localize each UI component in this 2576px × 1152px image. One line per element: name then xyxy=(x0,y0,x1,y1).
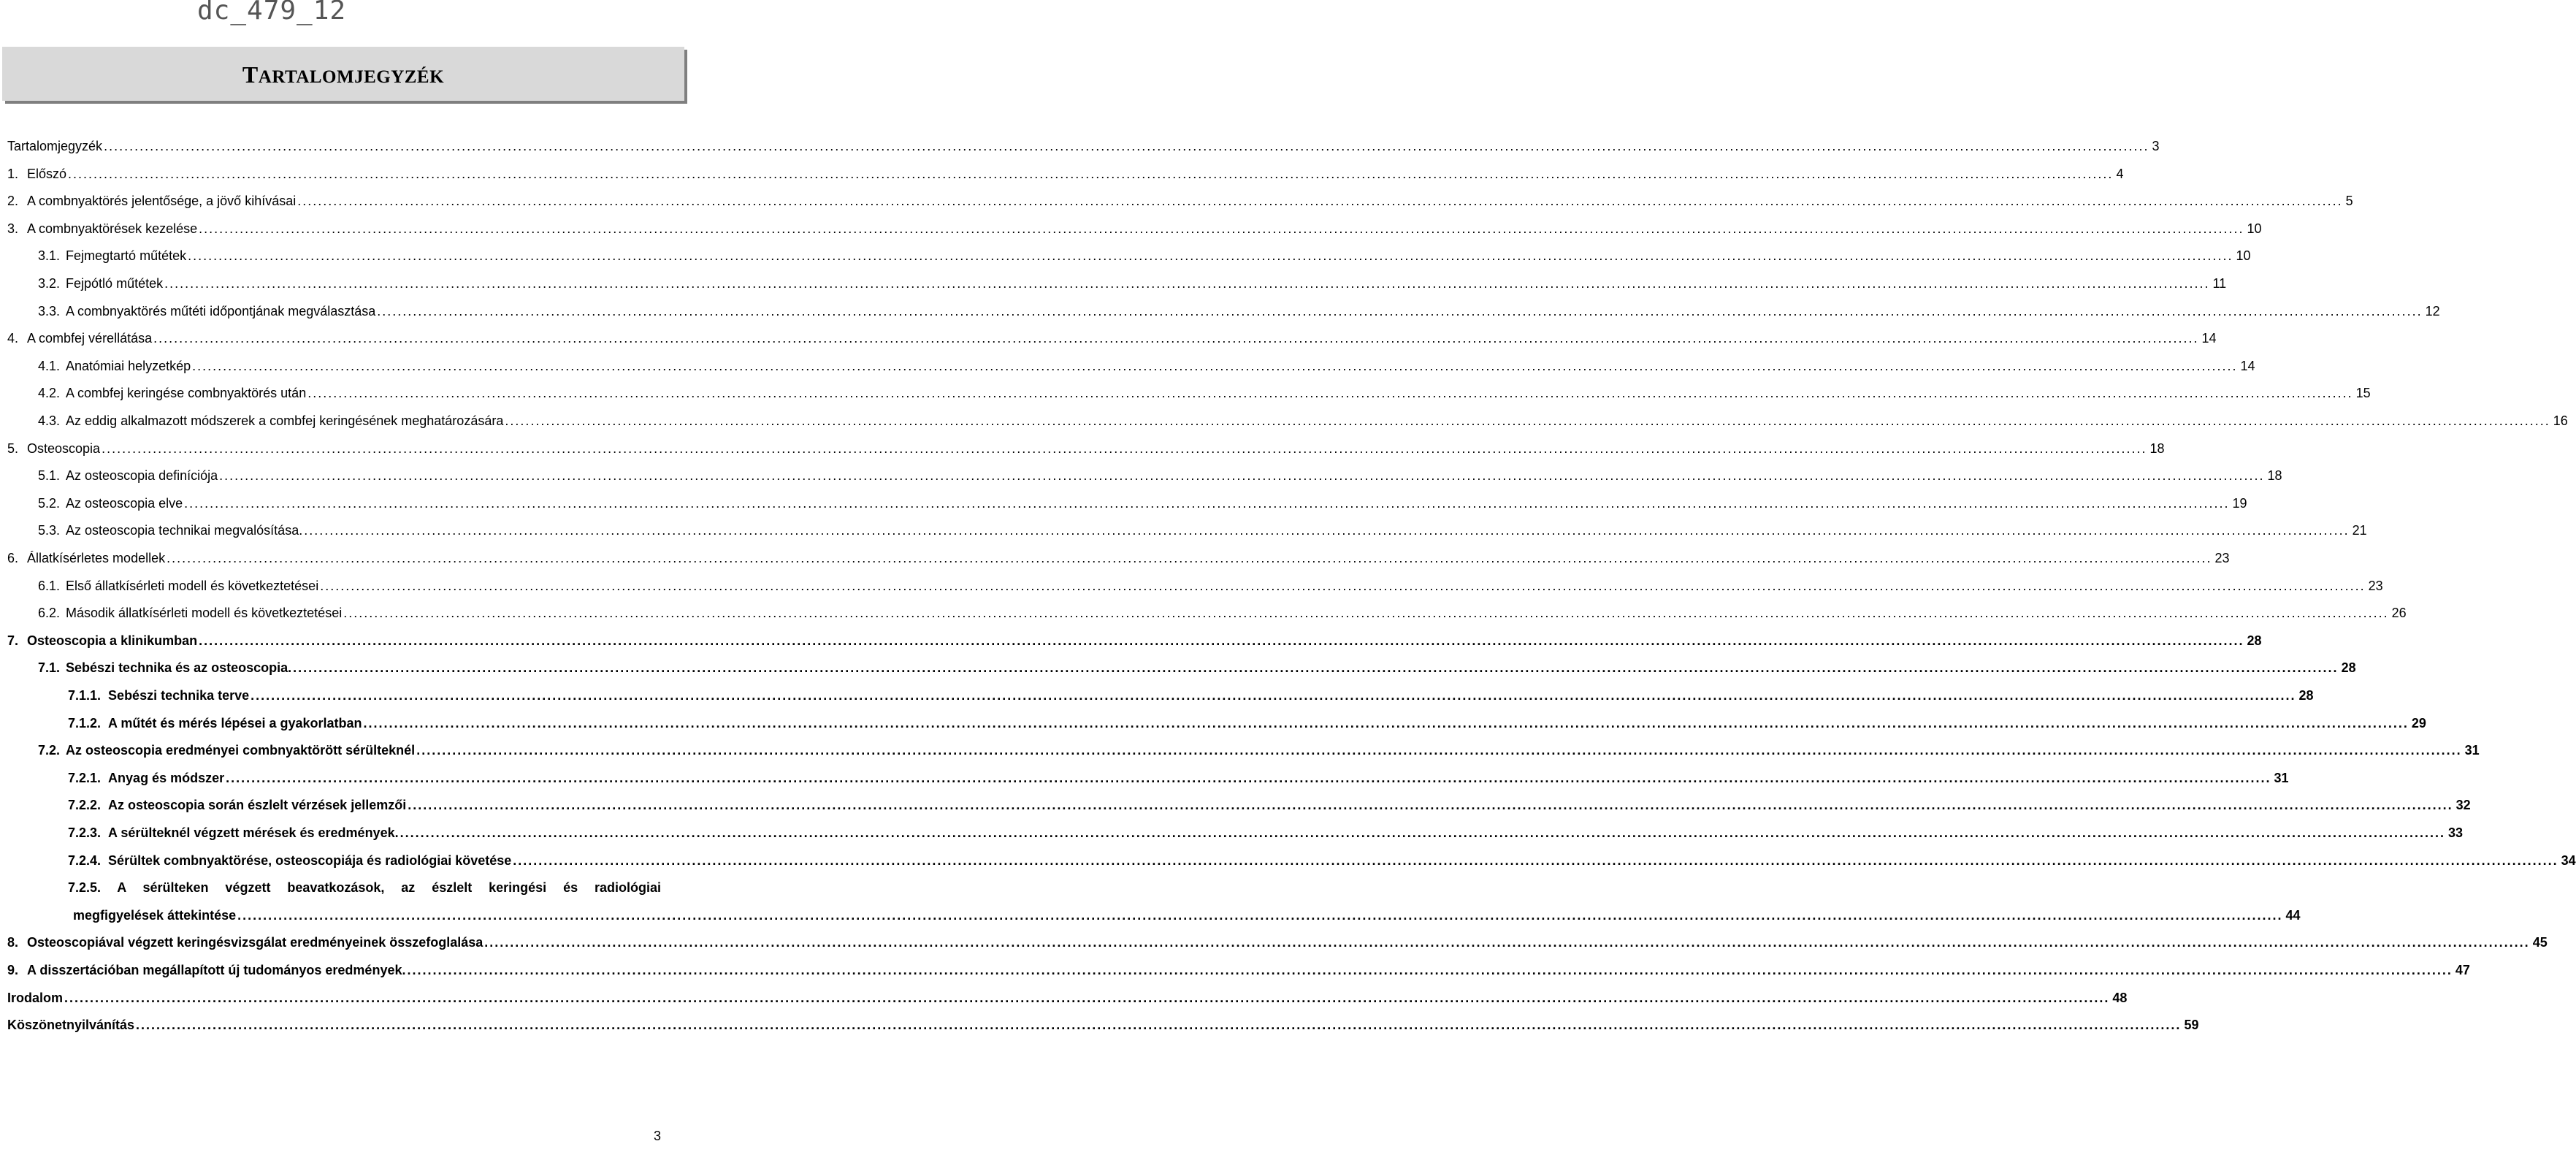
toc-entry-title xyxy=(38,408,503,435)
dot-leader: ................................................................................................................................................................................................................................................................................................................................................................................................................ xyxy=(192,358,2238,373)
toc-entry-text: A disszertációban megállapított új tudományos eredmények. xyxy=(27,963,406,977)
toc-entry-text: Osteoscopia a klinikumban xyxy=(27,633,198,648)
toc-page-number: 23 xyxy=(2368,578,2383,593)
document-id: dc_479_12 xyxy=(197,0,347,26)
toc-entry-number: 5.1. xyxy=(38,468,61,484)
toc-page-number: 28 xyxy=(2247,633,2262,648)
dot-leader: ................................................................................................................................................................................................................................................................................................................................................................................................................ xyxy=(307,386,2353,401)
toc-entry-number: 3.1. xyxy=(38,248,61,264)
toc-entry-text: Első állatkísérleti modell és következtetései xyxy=(66,578,319,593)
toc-entry-text: Előszó xyxy=(27,166,67,181)
toc-entry[interactable] xyxy=(0,957,2470,984)
toc-page-number: 14 xyxy=(2240,358,2255,373)
toc-entry-number: 6.1. xyxy=(38,578,61,593)
toc-entry-number: 7.1.2. xyxy=(68,715,102,731)
toc-entry-text: Az eddig alkalmazott módszerek a combfej keringésének meghatározására xyxy=(66,413,504,428)
toc-page-number: 31 xyxy=(2464,743,2480,758)
toc-entry-number: 7.2.4. xyxy=(68,852,102,868)
dot-leader: ................................................................................................................................................................................................................................................................................................................................................................................................................ xyxy=(64,990,2110,1005)
toc-entry-text: Az osteoscopia definíciója xyxy=(66,468,218,484)
toc-entry-text: Anatómiai helyzetkép xyxy=(66,358,191,373)
toc-entry[interactable] xyxy=(0,847,2576,874)
toc-entry-title xyxy=(38,573,318,600)
toc-page-number: 11 xyxy=(2212,276,2227,291)
toc-entry-number: 1. xyxy=(7,166,19,181)
toc-entry[interactable] xyxy=(0,682,2314,709)
toc-entry-number: 7.2.2. xyxy=(68,798,102,813)
toc-page-number: 4 xyxy=(2116,166,2124,181)
dot-leader: ................................................................................................................................................................................................................................................................................................................................................................................................................ xyxy=(293,660,2339,676)
toc-entry-number: 5. xyxy=(7,440,19,456)
toc-entry-title xyxy=(7,1012,134,1039)
toc-entry-text: A sérülteknél végzett mérések és eredmények. xyxy=(108,825,399,840)
toc-entry[interactable] xyxy=(0,792,2471,819)
dot-leader: ................................................................................................................................................................................................................................................................................................................................................................................................................ xyxy=(102,440,2147,456)
toc-entry-title xyxy=(68,710,362,737)
toc-entry[interactable] xyxy=(0,325,2217,352)
toc-entry-title xyxy=(68,792,406,819)
toc-entry-title xyxy=(7,133,102,160)
toc-entry-title xyxy=(7,957,405,984)
page-number: 3 xyxy=(653,1129,661,1143)
toc-entry-text: Az osteoscopia során észlelt vérzések jellemzői xyxy=(108,798,407,813)
toc-entry-text: A combfej keringése combnyaktörés után xyxy=(66,386,307,401)
toc-entry-title xyxy=(7,435,100,462)
toc-entry-title xyxy=(7,325,152,352)
toc-entry-title xyxy=(38,737,415,764)
dot-leader: ................................................................................................................................................................................................................................................................................................................................................................................................................ xyxy=(251,688,2296,703)
toc-entry-number: 5.2. xyxy=(38,495,61,511)
toc-entry-text: Fejpótló műtétek xyxy=(66,276,164,291)
toc-page-number: 29 xyxy=(2411,715,2426,731)
toc-entry[interactable] xyxy=(0,929,2548,956)
toc-entry-title xyxy=(38,517,302,544)
toc-entry[interactable] xyxy=(0,985,2128,1012)
toc-page-number: 28 xyxy=(2341,660,2356,676)
toc-page-number: 45 xyxy=(2532,935,2548,950)
toc-entry[interactable] xyxy=(0,298,2440,325)
dot-leader: ................................................................................................................................................................................................................................................................................................................................................................................................................ xyxy=(363,715,2409,731)
toc-entry[interactable] xyxy=(0,188,2353,215)
toc-entry[interactable] xyxy=(0,737,2480,764)
toc-entry-number: 9. xyxy=(7,963,19,977)
toc-page-number: 21 xyxy=(2352,523,2367,538)
toc-entry[interactable] xyxy=(0,435,2165,462)
dot-leader: ................................................................................................................................................................................................................................................................................................................................................................................................................ xyxy=(377,303,2423,318)
toc-entry[interactable] xyxy=(0,545,2230,572)
toc-entry-wrapped-line[interactable]: 7.2.5. A sérülteken végzett beavatkozások, az észlelt keringési és radiológiai xyxy=(68,880,661,896)
toc-entry-title xyxy=(68,847,511,874)
dot-leader: ................................................................................................................................................................................................................................................................................................................................................................................................................ xyxy=(343,606,2389,621)
toc-page-number: 3 xyxy=(2152,139,2160,153)
toc-entry-title xyxy=(68,682,249,709)
toc-entry[interactable] xyxy=(0,820,2464,847)
toc-page-number: 5 xyxy=(2345,194,2353,209)
toc-entry-number: 7.2.1. xyxy=(68,770,102,785)
toc-entry-number: 3.3. xyxy=(38,303,61,318)
toc-entry-title xyxy=(68,820,399,847)
toc-entry-text: Osteoscopiával végzett keringésvizsgálat eredményeinek összefoglalása xyxy=(27,935,484,950)
toc-entry-number: 4. xyxy=(7,331,19,346)
toc-entry-title xyxy=(7,628,197,655)
dot-leader: ................................................................................................................................................................................................................................................................................................................................................................................................................ xyxy=(407,963,2453,977)
toc-entry-title xyxy=(38,298,375,325)
toc-entry-text: Sebészi technika terve xyxy=(108,688,250,703)
dot-leader: ................................................................................................................................................................................................................................................................................................................................................................................................................ xyxy=(505,413,2550,428)
page-title: TARTALOMJEGYZÉK xyxy=(242,61,445,88)
dot-leader: ................................................................................................................................................................................................................................................................................................................................................................................................................ xyxy=(416,743,2462,758)
dot-leader: ................................................................................................................................................................................................................................................................................................................................................................................................................ xyxy=(408,798,2453,813)
toc-entry-title xyxy=(7,545,165,572)
dot-leader: ................................................................................................................................................................................................................................................................................................................................................................................................................ xyxy=(297,194,2343,209)
dot-leader: ................................................................................................................................................................................................................................................................................................................................................................................................................ xyxy=(484,935,2530,950)
toc-entry[interactable] xyxy=(0,573,2383,600)
toc-entry[interactable] xyxy=(0,462,2282,489)
toc-entry[interactable] xyxy=(0,628,2262,655)
toc-entry-title xyxy=(38,490,183,517)
toc-entry-number: 7.2. xyxy=(38,743,61,758)
toc-entry-text: Fejmegtartó műtétek xyxy=(66,248,187,264)
toc-entry-title xyxy=(38,243,186,270)
toc-entry-number: 6. xyxy=(7,551,19,565)
toc-entry[interactable] xyxy=(0,902,2301,929)
toc-entry-number: 2. xyxy=(7,194,19,209)
toc-page-number: 15 xyxy=(2355,386,2371,401)
dot-leader: ................................................................................................................................................................................................................................................................................................................................................................................................................ xyxy=(153,331,2199,346)
toc-entry-text: Az osteoscopia eredményei combnyaktörött sérülteknél xyxy=(66,743,416,758)
toc-page-number: 44 xyxy=(2285,907,2301,923)
toc-entry-text: A műtét és mérés lépései a gyakorlatban xyxy=(108,715,362,731)
toc-entry-number: 7. xyxy=(7,633,19,648)
dot-leader: ................................................................................................................................................................................................................................................................................................................................................................................................................ xyxy=(237,907,2283,923)
toc-entry-number: 6.2. xyxy=(38,606,61,621)
toc-entry-number: 3. xyxy=(7,221,19,236)
toc-entry-text: Sebészi technika és az osteoscopia. xyxy=(66,660,292,676)
toc-entry-text: megfigyelések áttekintése xyxy=(73,907,237,923)
toc-entry-title xyxy=(7,188,296,215)
toc-entry[interactable] xyxy=(0,380,2371,407)
toc-entry-number: 7.1.1. xyxy=(68,688,102,703)
toc-entry[interactable] xyxy=(0,215,2262,243)
toc-entry-text: Sérültek combnyaktörése, osteoscopiája és radiológiai követése xyxy=(108,852,512,868)
toc-entry[interactable] xyxy=(0,600,2407,627)
toc-entry-number: 4.2. xyxy=(38,386,61,401)
dot-leader: ................................................................................................................................................................................................................................................................................................................................................................................................................ xyxy=(513,852,2558,868)
toc-entry-text: Irodalom xyxy=(7,990,64,1005)
toc-page-number: 16 xyxy=(2553,413,2568,428)
toc-entry[interactable] xyxy=(0,133,2160,160)
toc-entry-text: Tartalomjegyzék xyxy=(7,139,103,153)
dot-leader: ................................................................................................................................................................................................................................................................................................................................................................................................................ xyxy=(167,551,2212,565)
toc-entry-text: Köszönetnyilvánítás xyxy=(7,1018,135,1033)
toc-page-number: 23 xyxy=(2214,551,2230,565)
toc-page-number: 19 xyxy=(2232,495,2247,511)
toc-entry-text: Az osteoscopia elve xyxy=(66,495,183,511)
toc-entry[interactable] xyxy=(0,353,2255,380)
dot-leader: ................................................................................................................................................................................................................................................................................................................................................................................................................ xyxy=(188,248,2233,264)
toc-entry-title xyxy=(73,902,236,929)
toc-entry-number: 5.3. xyxy=(38,523,61,538)
toc-entry-title xyxy=(38,462,218,489)
dot-leader: ................................................................................................................................................................................................................................................................................................................................................................................................................ xyxy=(320,578,2366,593)
toc-entry-title xyxy=(7,929,483,956)
toc-entry-title xyxy=(7,161,66,188)
toc-entry-text: A combfej vérellátása xyxy=(27,331,153,346)
toc-page-number: 26 xyxy=(2391,606,2407,621)
toc-entry-title xyxy=(38,353,191,380)
dot-leader: ................................................................................................................................................................................................................................................................................................................................................................................................................ xyxy=(68,166,2114,181)
toc-entry[interactable] xyxy=(0,1012,2199,1039)
toc-entry[interactable] xyxy=(0,243,2251,270)
toc-entry[interactable] xyxy=(0,161,2124,188)
toc-page-number: 59 xyxy=(2184,1018,2199,1033)
toc-entry[interactable] xyxy=(0,655,2356,682)
toc-entry-title xyxy=(38,270,163,297)
toc-page-number: 18 xyxy=(2149,440,2165,456)
toc-page-number: 10 xyxy=(2247,221,2262,236)
dot-leader: ................................................................................................................................................................................................................................................................................................................................................................................................................ xyxy=(184,495,2230,511)
toc-entry-number: 4.3. xyxy=(38,413,61,428)
toc-entry-text: Állatkísérletes modellek xyxy=(27,551,166,565)
toc-page-number: 12 xyxy=(2425,303,2440,318)
dot-leader: ................................................................................................................................................................................................................................................................................................................................................................................................................ xyxy=(164,276,2210,291)
dot-leader: ................................................................................................................................................................................................................................................................................................................................................................................................................ xyxy=(136,1018,2182,1033)
toc-entry[interactable] xyxy=(0,270,2227,297)
dot-leader: ................................................................................................................................................................................................................................................................................................................................................................................................................ xyxy=(400,825,2445,840)
toc-entry-text: A combnyaktörések kezelése xyxy=(27,221,198,236)
toc-entry[interactable] xyxy=(0,490,2247,517)
toc-entry[interactable] xyxy=(0,517,2367,544)
dot-leader: ................................................................................................................................................................................................................................................................................................................................................................................................................ xyxy=(226,770,2271,785)
toc-page-number: 10 xyxy=(2236,248,2251,264)
toc-entry-text: Anyag és módszer xyxy=(108,770,225,785)
toc-page-number: 48 xyxy=(2112,990,2128,1005)
dot-leader: ................................................................................................................................................................................................................................................................................................................................................................................................................ xyxy=(219,468,2265,484)
toc-page-number: 34 xyxy=(2561,852,2576,868)
toc-entry[interactable] xyxy=(0,765,2289,792)
title-banner xyxy=(2,47,684,101)
toc-entry-text: A combnyaktörés műtéti időpontjának megválasztása xyxy=(66,303,376,318)
toc-page-number: 28 xyxy=(2298,688,2314,703)
toc-entry[interactable] xyxy=(0,710,2426,737)
toc-entry-title xyxy=(68,765,224,792)
toc-entry-title xyxy=(38,600,342,627)
toc-entry-text: Az osteoscopia technikai megvalósítása. xyxy=(66,523,303,538)
dot-leader: ................................................................................................................................................................................................................................................................................................................................................................................................................ xyxy=(104,139,2149,153)
toc-entry-title xyxy=(38,380,306,407)
toc-entry-number: 7.2.3. xyxy=(68,825,102,840)
toc-entry-number: 8. xyxy=(7,935,19,950)
toc-entry[interactable] xyxy=(0,408,2568,435)
toc-entry-title xyxy=(38,655,291,682)
toc-page-number: 14 xyxy=(2201,331,2217,346)
toc-entry-title xyxy=(7,985,63,1012)
toc-page-number: 18 xyxy=(2267,468,2282,484)
toc-page-number: 47 xyxy=(2455,963,2470,977)
toc-entry-title xyxy=(7,215,197,243)
toc-page-number: 31 xyxy=(2274,770,2289,785)
toc-entry-number: 3.2. xyxy=(38,276,61,291)
toc-entry-text: Második állatkísérleti modell és következtetései xyxy=(66,606,343,621)
toc-entry-number: 7.1. xyxy=(38,660,61,676)
dot-leader: ................................................................................................................................................................................................................................................................................................................................................................................................................ xyxy=(199,633,2244,648)
toc-entry-text: Osteoscopia xyxy=(27,440,101,456)
dot-leader: ................................................................................................................................................................................................................................................................................................................................................................................................................ xyxy=(199,221,2244,236)
toc-page-number: 32 xyxy=(2455,798,2471,813)
toc-entry-number: 4.1. xyxy=(38,358,61,373)
dot-leader: ................................................................................................................................................................................................................................................................................................................................................................................................................ xyxy=(304,523,2350,538)
toc-page-number: 33 xyxy=(2447,825,2464,840)
toc-entry-text: A combnyaktörés jelentősége, a jövő kihívásai xyxy=(27,194,297,209)
